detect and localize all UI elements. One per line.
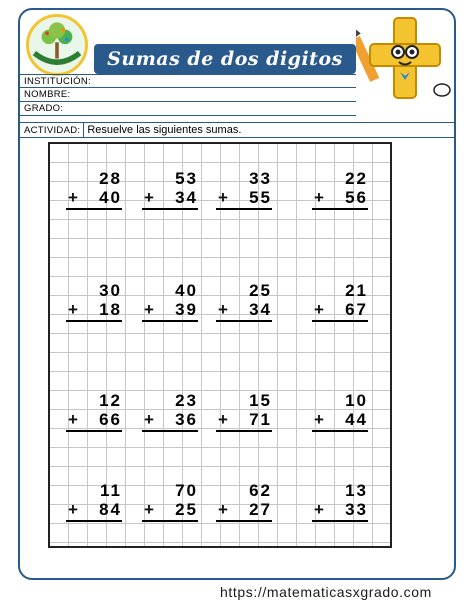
addend-top: 22	[345, 169, 368, 188]
addend-top: 28	[99, 169, 122, 188]
plus-sign: +	[68, 300, 78, 319]
sum-line	[312, 320, 368, 322]
sum-line	[312, 208, 368, 210]
plus-sign: +	[68, 410, 78, 429]
addend-top: 62	[249, 481, 272, 500]
addition-problem	[312, 170, 372, 216]
addend-top: 10	[345, 391, 368, 410]
plus-sign: +	[144, 410, 154, 429]
plus-sign: +	[68, 188, 78, 207]
sum-line	[312, 520, 368, 522]
footer-url[interactable]: https://matematicasxgrado.com	[220, 584, 432, 600]
addend-bottom: 27	[249, 500, 272, 519]
addend-top: 25	[249, 281, 272, 300]
activity-row	[20, 122, 456, 138]
addend-top: 53	[175, 169, 198, 188]
sum-line	[66, 208, 122, 210]
sum-line	[66, 520, 122, 522]
addend-top: 33	[249, 169, 272, 188]
addition-problem	[66, 282, 126, 328]
addend-bottom: 71	[249, 410, 272, 429]
addition-problem	[312, 482, 372, 528]
addition-problem	[66, 482, 126, 528]
addend-bottom: 40	[99, 188, 122, 207]
plus-sign: +	[218, 500, 228, 519]
addend-bottom: 34	[175, 188, 198, 207]
plus-sign: +	[218, 188, 228, 207]
addition-problem	[216, 392, 276, 438]
addition-problem	[66, 170, 126, 216]
addend-bottom: 67	[345, 300, 368, 319]
addition-problem	[142, 170, 202, 216]
activity-instruction: Resuelve las siguientes sumas.	[87, 124, 242, 136]
addend-top: 21	[345, 281, 368, 300]
addition-problem	[142, 282, 202, 328]
plus-sign: +	[218, 300, 228, 319]
sum-line	[216, 320, 272, 322]
sum-line	[216, 208, 272, 210]
addition-problem	[66, 392, 126, 438]
title-banner	[94, 44, 356, 74]
addend-bottom: 18	[99, 300, 122, 319]
sum-line	[142, 520, 198, 522]
plus-sign: +	[314, 300, 324, 319]
sum-line	[66, 320, 122, 322]
addition-problem	[142, 482, 202, 528]
addend-top: 40	[175, 281, 198, 300]
sum-line	[216, 520, 272, 522]
addend-bottom: 55	[249, 188, 272, 207]
addend-bottom: 66	[99, 410, 122, 429]
tree-logo-icon	[26, 14, 88, 76]
sum-line	[216, 430, 272, 432]
addend-bottom: 36	[175, 410, 198, 429]
plus-sign: +	[68, 500, 78, 519]
sum-line	[66, 430, 122, 432]
student-info	[20, 74, 356, 116]
sum-line	[142, 208, 198, 210]
addend-bottom: 25	[175, 500, 198, 519]
addend-bottom: 39	[175, 300, 198, 319]
addition-problem	[312, 392, 372, 438]
institucion-label: INSTITUCIÓN:	[24, 75, 91, 87]
addend-top: 30	[99, 281, 122, 300]
sum-line	[312, 430, 368, 432]
plus-sign: +	[144, 500, 154, 519]
plus-sign: +	[314, 410, 324, 429]
addend-bottom: 44	[345, 410, 368, 429]
addition-problem	[312, 282, 372, 328]
addition-grid	[48, 142, 392, 548]
actividad-label: ACTIVIDAD:	[24, 124, 81, 136]
nombre-field[interactable]	[20, 88, 356, 102]
grado-label: GRADO:	[24, 103, 64, 114]
addend-top: 12	[99, 391, 122, 410]
divider	[83, 122, 84, 138]
plus-sign-mascot-icon	[356, 14, 456, 106]
addend-top: 13	[345, 481, 368, 500]
plus-sign: +	[144, 188, 154, 207]
grado-field[interactable]	[20, 102, 356, 116]
plus-sign: +	[314, 500, 324, 519]
plus-sign: +	[314, 188, 324, 207]
addition-problem	[216, 282, 276, 328]
sum-line	[142, 430, 198, 432]
addend-bottom: 84	[99, 500, 122, 519]
plus-sign: +	[144, 300, 154, 319]
addend-top: 23	[175, 391, 198, 410]
sum-line	[142, 320, 198, 322]
addend-top: 15	[249, 391, 272, 410]
page-title: Sumas de dos digitos	[107, 48, 343, 70]
addition-problem	[142, 392, 202, 438]
addend-bottom: 34	[249, 300, 272, 319]
addend-top: 70	[175, 481, 198, 500]
addition-problem	[216, 170, 276, 216]
addend-bottom: 33	[345, 500, 368, 519]
institucion-field[interactable]	[20, 74, 356, 88]
addend-bottom: 56	[345, 188, 368, 207]
nombre-label: NOMBRE:	[24, 89, 71, 100]
addition-problem	[216, 482, 276, 528]
plus-sign: +	[218, 410, 228, 429]
addend-top: 11	[100, 481, 122, 500]
